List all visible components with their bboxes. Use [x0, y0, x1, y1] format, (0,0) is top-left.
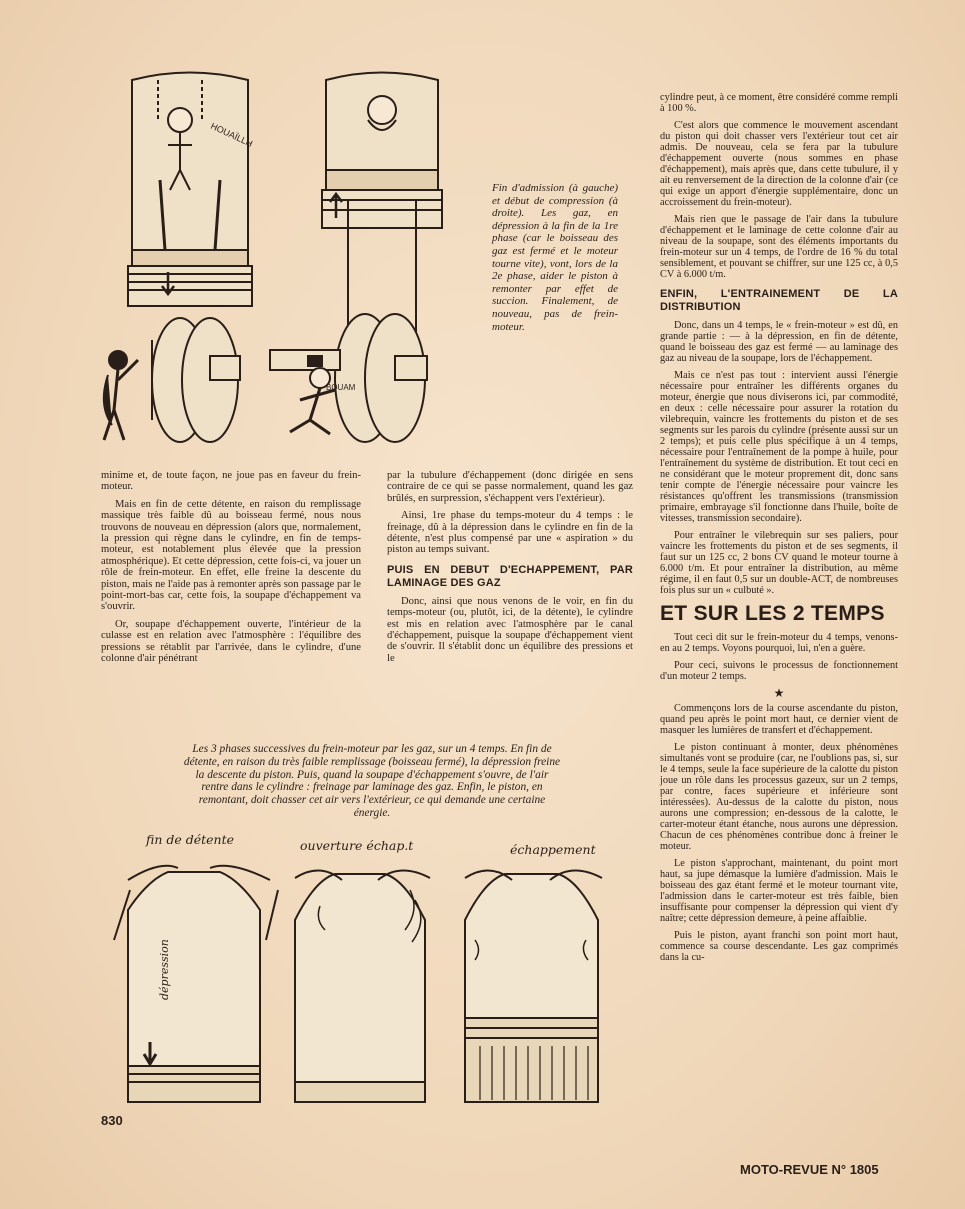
diagram-label-fin-detente: fin de détente [146, 832, 235, 847]
col2-paragraph-2: Ainsi, 1re phase du temps-moteur du 4 temps : le freinage, dû à la dépression dans le cylindre en fin de la détente, n'est plus compensé par une « aspiration » du piston au temps suivant. [387, 510, 633, 556]
col1-paragraph-2: Mais en fin de cette détente, en raison du remplissage massique très faible dû au boisseau fermé, nous nous trouvons de nouveau en dépression (alors que, normalement, la pression qui règne dans le cylindre, en fin de temps-moteur, est notablement plus élevée que la pression atmosphérique). Et cette dépression, cette fois-ci, va jouer un rôle de frein-moteur. En effet, elle freine la descente du piston, mais ne l'aide pas à remonter après son passage par le point-mort-bas car, cette fois, la soupape d'échappement va s'ouvrir. [101, 498, 361, 613]
diagram-label-ouverture: ouverture échap.t [300, 838, 414, 853]
star-separator: ★ [773, 686, 785, 700]
col3-paragraph-2: C'est alors que commence le mouvement ascendant du piston qui doit chasser vers l'extérieur tout cet air admis. De nouveau, cela se fera par la tubulure d'échappement ouverte (nous sommes en phase d'échappement), mais après que, dans cette tubulure, il y ait eu renversement de la direction de la colonne d'air (ce qui exige un apport d'énergie supplémentaire, donc un accroissement du frein-moteur). [660, 120, 898, 208]
col3-paragraph-11: Le piston s'approchant, maintenant, du point mort haut, sa jupe démasque la lumière d'admission. Mais le boisseau des gaz étant fermé et le moteur tournant vite, l'admission dans le carter-moteur est très faible, bien insuffisante pour compenser la dépression qui vient d'y naître; cette dépression demeure, à peine affaiblie. [660, 858, 898, 924]
diagram-label-echappement: échappement [510, 842, 596, 857]
article-column-1 [101, 470, 361, 671]
col3-paragraph-3: Mais rien que le passage de l'air dans la tubulure d'échappement et le laminage de cette colonne d'air au niveau de la soupape, sont des éléments importants du frein-moteur sur un 4 temps, de l'ordre de 16 % du total sensiblement, et pouvant se chiffrer, sur une 125 cc, à 0,5 CV à 6.000 t/m. [660, 214, 898, 280]
diagram-label-depression: dépression [158, 939, 171, 1000]
cartoon-sign-text: HOUAÏLLH [209, 120, 255, 149]
col3-paragraph-12: Puis le piston, ayant franchi son point mort haut, commence sa course descendante. Les gaz comprimés dans la cu- [660, 930, 898, 963]
diagram-caption: Les 3 phases successives du frein-moteur par les gaz, sur un 4 temps. En fin de détente, en raison du très faible remplissage (boisseau fermé), la dépression freine la descente du piston. Puis, quand la soupape d'échappement s'ouvre, de l'air rentre dans le cylindre : freinage par laminage des gaz. Enfin, le piston, en remontant, doit chasser cet air vers l'extérieur, ce qui demande une certaine énergie. [183, 743, 561, 819]
section-heading-echappement: PUIS EN DEBUT D'ECHAPPEMENT, PAR LAMINAGE DES GAZ [387, 563, 633, 589]
section-heading-distribution: ENFIN, L'ENTRAINEMENT DE LA DISTRIBUTION [660, 288, 898, 313]
col3-paragraph-4: Donc, dans un 4 temps, le « frein-moteur » est dû, en grande partie : — à la dépression, en fin de détente, quand le boisseau des gaz est fermé — au laminage des gaz au niveau de la soupape, lors de l'échappement. [660, 320, 898, 364]
col3-paragraph-8: Pour ceci, suivons le processus de fonctionnement d'un moteur 2 temps. [660, 660, 898, 682]
col3-paragraph-1: cylindre peut, à ce moment, être considéré comme rempli à 100 %. [660, 92, 898, 114]
col3-paragraph-5: Mais ce n'est pas tout : intervient aussi l'énergie nécessaire pour entraîner les différents organes du moteur, énergie que nous diviserons ici, par commodité, en deux : celle nécessaire pour assurer la rotation du vilebrequin, vaincre les frottements du piston et de ses segments sur les parois du cylindre (présente aussi sur un 2 temps); et puis celle plus spécifique à un 4 temps, nécessaire pour l'entraînement de la pompe à huile, pour l'entraînement du système de distribution. Et tout ceci en ne considérant que le moteur proprement dit, donc sans tenir compte de l'énergie nécessaire pour vaincre les résistances qu'offrent les transmissions (transmission primaire, embrayage s'il fonctionne dans l'huile, boîte de vitesses, transmission secondaire). [660, 370, 898, 524]
cartoon-sign-text-2: BOUAM [326, 383, 356, 392]
col3-paragraph-9: Commençons lors de la course ascendante du piston, quand peu après le point mort haut, ce dernier vient de masquer les lumières de transfert et d'échappement. [660, 703, 898, 736]
page-number: 830 [101, 1113, 123, 1128]
article-column-2 [387, 470, 633, 670]
article-column-3 [660, 92, 898, 969]
col3-paragraph-10: Le piston continuant à monter, deux phénomènes simultanés vont se produire (car, ne l'oublions pas, si, sur le 4 temps, seule la face supérieure de la calotte du piston joue un rôle dans les processus gazeux, sur un 2 temps, par contre, faces supérieure et inférieure sont intéressées). Au-dessus de la calotte du piston, nous aurons une compression; en-dessous de la calotte, le carter-moteur étant étanche, nous aurons une dépression. Chacun de ces phénomènes contribue donc à freiner le moteur. [660, 742, 898, 852]
col3-paragraph-7: Tout ceci dit sur le frein-moteur du 4 temps, venons-en au 2 temps. Voyons pourquoi, lui, n'en a guère. [660, 632, 898, 654]
section-heading-2-temps: ET SUR LES 2 TEMPS [660, 602, 885, 625]
cylinder-diagrams [120, 850, 620, 1120]
cartoon-caption: Fin d'admission (à gauche) et début de compression (à droite). Les gaz, en dépression à la fin de la 1re phase (car le boisseau des gaz est fermé et le moteur tourne vite), vont, lors de la 2e phase, aider le piston à remonter par effet de succion. Finalement, de nouveau, pas de frein-moteur. [492, 182, 618, 333]
col2-paragraph-1: par la tubulure d'échappement (donc dirigée en sens contraire de ce qui se passe normalement, quand les gaz brûlés, en surpression, s'échappent vers l'extérieur). [387, 470, 633, 504]
col1-paragraph-3: Or, soupape d'échappement ouverte, l'intérieur de la culasse est en relation avec l'atmosphère : l'équilibre des pressions se rétablit par l'arrivée, dans le cylindre, d'une colonne d'air pénétrant [101, 618, 361, 665]
col1-paragraph-1: minime et, de toute façon, ne joue pas en faveur du frein-moteur. [101, 470, 361, 493]
magazine-footer: MOTO-REVUE N° 1805 [740, 1162, 879, 1177]
col2-paragraph-3: Donc, ainsi que nous venons de le voir, en fin du temps-moteur (ou, plutôt, ici, de la détente), le cylindre est mis en relation avec l'atmosphère par le canal d'échappement, puisque la soupape d'échappement vient de s'ouvrir. Il s'établit donc un équilibre des pressions et le [387, 595, 633, 664]
cartoon-illustration [90, 60, 490, 450]
col3-paragraph-6: Pour entraîner le vilebrequin sur ses paliers, pour vaincre les frottements du piston et de ses segments, il faut sur un 125 cc, 2 bons CV quand le moteur tourne à 6.000 t/m. Et pour entraîner la distribution, au même régime, il en faut 0,5 sur un double-ACT, de nombreuses fois plus sur un « culbuté ». [660, 530, 898, 596]
